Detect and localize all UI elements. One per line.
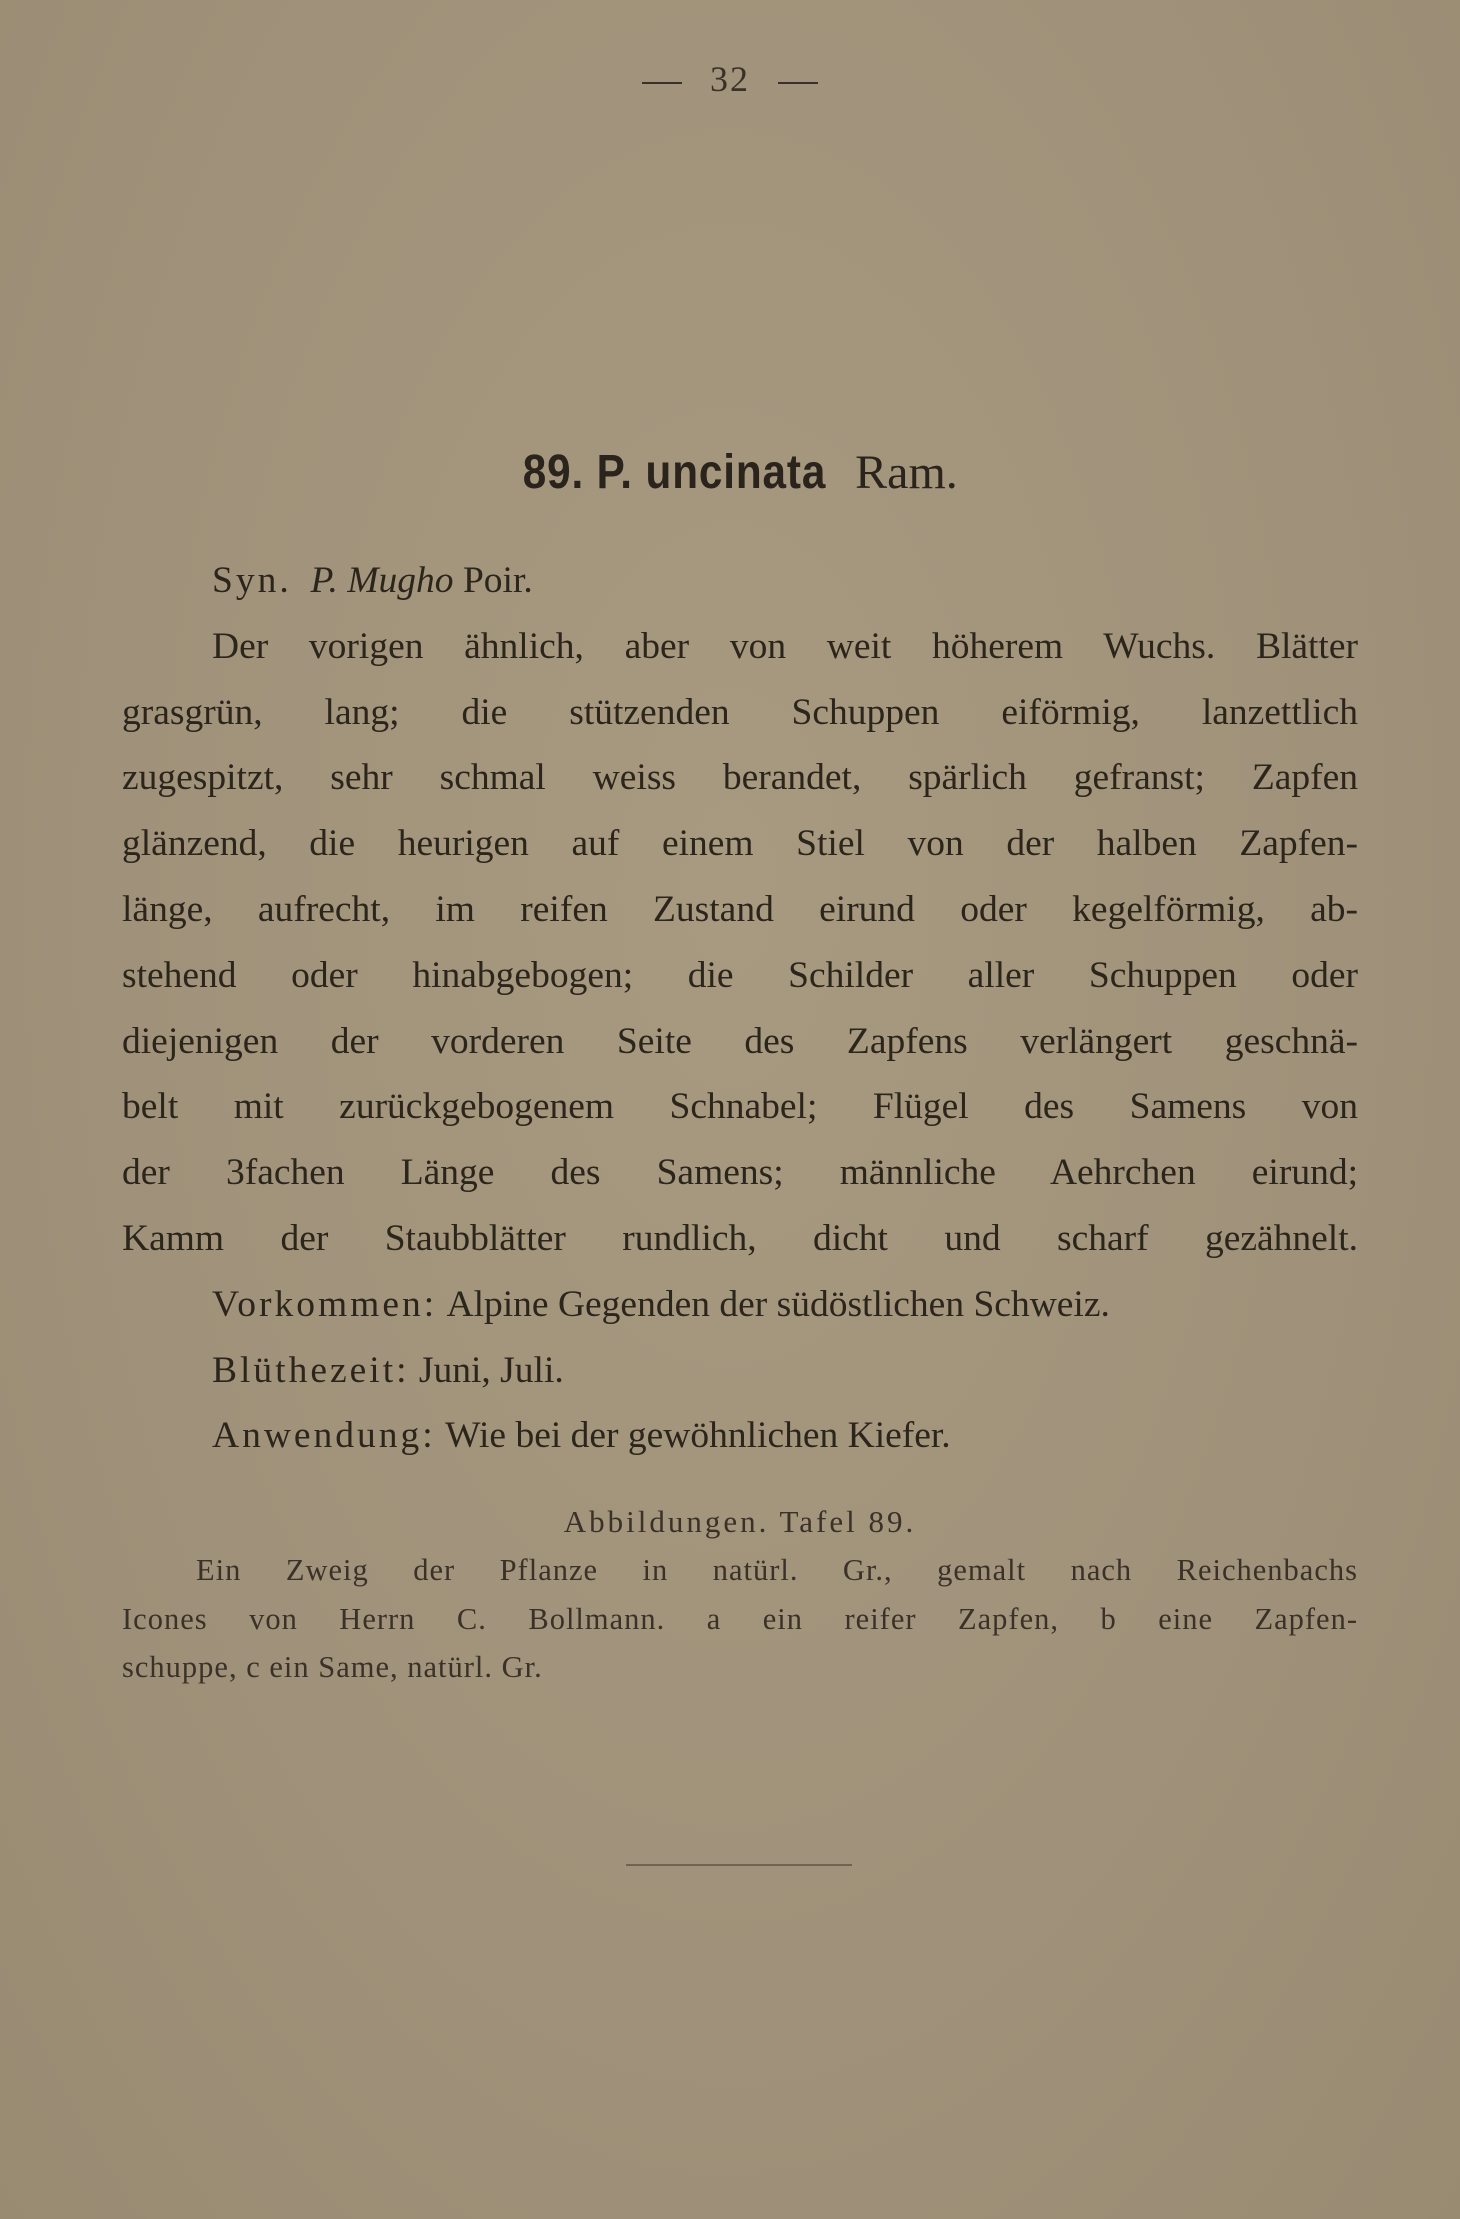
vorkommen-label: Vorkommen:	[212, 1283, 438, 1325]
synonym-species: Mugho	[347, 560, 454, 601]
synonym-label: Syn.	[212, 560, 292, 601]
figure-captions	[122, 1498, 1358, 1692]
section-divider	[626, 1864, 852, 1866]
caption-line: schuppe, c ein Same, natürl. Gr.	[122, 1650, 543, 1684]
synonym-line	[122, 548, 1358, 614]
caption-line: Ein Zweig der Pflanze in natürl. Gr., gemalt nach Reichenbachs	[196, 1553, 1358, 1587]
vorkommen-text: Alpine Gegenden der südöstlichen Schweiz.	[446, 1283, 1110, 1325]
description-line: Der vorigen ähnlich, aber von weit höherem Wuchs. Blätter	[212, 625, 1358, 667]
description-line: diejenigen der vorderen Seite des Zapfens verlängert geschnä-	[122, 1020, 1358, 1062]
description-line: Kamm der Staubblätter rundlich, dicht und scharf gezähnelt.	[122, 1217, 1358, 1259]
species-description	[122, 548, 1358, 1469]
page-number-dash-right	[778, 82, 818, 84]
captions-title: Abbildungen. Tafel 89.	[563, 1504, 917, 1539]
anwendung-text: Wie bei der gewöhnlichen Kiefer.	[445, 1415, 951, 1457]
vorkommen-line	[122, 1272, 1358, 1338]
bluethezeit-text: Juni, Juli.	[418, 1349, 564, 1391]
synonym-author: Poir.	[462, 560, 533, 601]
description-line: belt mit zurückgebogenem Schnabel; Flügel des Samens von	[122, 1086, 1358, 1128]
page-number	[0, 58, 1460, 100]
page-number-dash-left	[642, 82, 682, 84]
species-author: Ram.	[855, 446, 958, 499]
description-line: grasgrün, lang; die stützenden Schuppen eiförmig, lanzettlich	[122, 691, 1358, 733]
description-line: der 3fachen Länge des Samens; männliche Aehrchen eirund;	[122, 1152, 1358, 1194]
bluethezeit-line	[122, 1338, 1358, 1404]
species-number-name: 89. P. uncinata	[522, 446, 827, 499]
species-heading	[0, 442, 1460, 503]
anwendung-line	[122, 1403, 1358, 1469]
caption-line: Icones von Herrn C. Bollmann. a ein reifer Zapfen, b eine Zapfen-	[122, 1601, 1358, 1636]
bluethezeit-label: Blüthezeit:	[212, 1349, 410, 1391]
description-line: zugespitzt, sehr schmal weiss berandet, spärlich gefranst; Zapfen	[122, 757, 1358, 799]
description-line: stehend oder hinabgebogen; die Schilder aller Schuppen oder	[122, 954, 1358, 996]
anwendung-label: Anwendung:	[212, 1415, 436, 1457]
synonym-genus: P.	[310, 560, 338, 601]
description-line: glänzend, die heurigen auf einem Stiel von der halben Zapfen-	[122, 823, 1358, 865]
page-number-text: 32	[710, 59, 750, 99]
description-line: länge, aufrecht, im reifen Zustand eirund oder kegelförmig, ab-	[122, 888, 1358, 930]
